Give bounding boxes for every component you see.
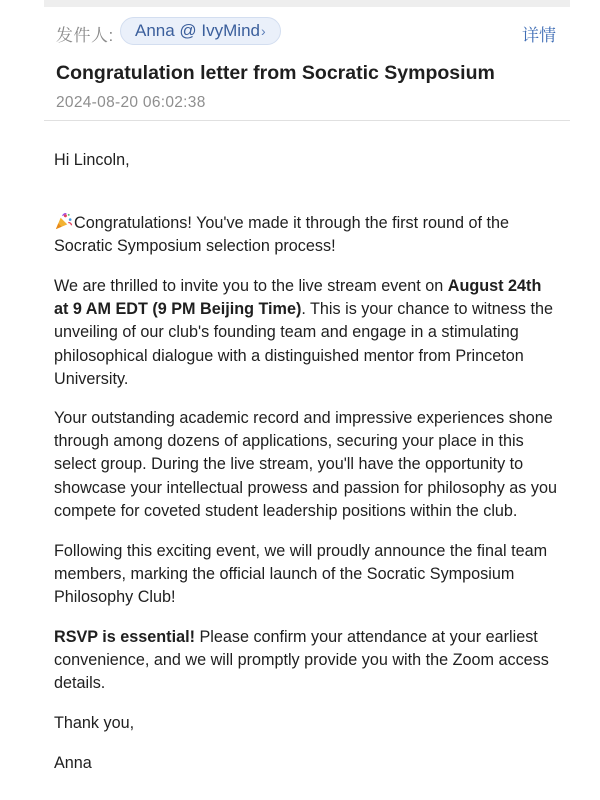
paragraph-announcement: Following this exciting event, we will proudly announce the final team members, marking the official launch of the Socratic Symposium Philosophy Club! (54, 542, 548, 607)
top-strip (44, 0, 570, 7)
paragraph-congrats (54, 212, 559, 258)
paragraph-rsvp (54, 626, 559, 696)
rsvp-emphasis: RSVP is essential! (54, 628, 195, 646)
event-date-time: August 24th at 9 AM EDT (9 PM Beijing Time) (54, 277, 542, 319)
party-popper-icon (54, 212, 73, 231)
closing: Thank you, (54, 714, 135, 732)
paragraph-invitation (54, 275, 559, 391)
sender-chip[interactable] (120, 17, 281, 45)
header-divider (44, 120, 570, 121)
email-timestamp: 2024-08-20 06:02:38 (56, 94, 206, 111)
invitation-text-start: We are thrilled to invite you to the live stream event on (54, 277, 448, 295)
invitation-text-end: . This is your chance to witness the unveiling of our club's founding team and engage in a stimulating philosophical dialogue with a distinguished mentor from Princeton University. (54, 300, 553, 388)
email-subject: Congratulation letter from Socratic Symposium (56, 62, 495, 84)
rsvp-text: Please confirm your attendance at your earliest convenience, and we will promptly provide you with the Zoom access details. (54, 628, 549, 693)
signature: Anna (54, 754, 92, 772)
sender-row (56, 16, 556, 48)
congrats-text: Congratulations! You've made it through the first round of the Socratic Symposium selection process! (54, 214, 510, 256)
details-link[interactable]: 详情 (522, 26, 556, 45)
chevron-right-icon: › (260, 23, 266, 39)
sender-name: Anna @ IvyMind (135, 21, 260, 40)
greeting: Hi Lincoln, (54, 151, 130, 169)
paragraph-record: Your outstanding academic record and impressive experiences shone through among dozens of applications, securing your place in this select group. During the live stream, you'll have the opportunity to showcase your intellectual prowess and passion for philosophy as you compete for coveted student leadership positions within the club. (54, 409, 557, 520)
sender-label: 发件人: (56, 26, 114, 45)
